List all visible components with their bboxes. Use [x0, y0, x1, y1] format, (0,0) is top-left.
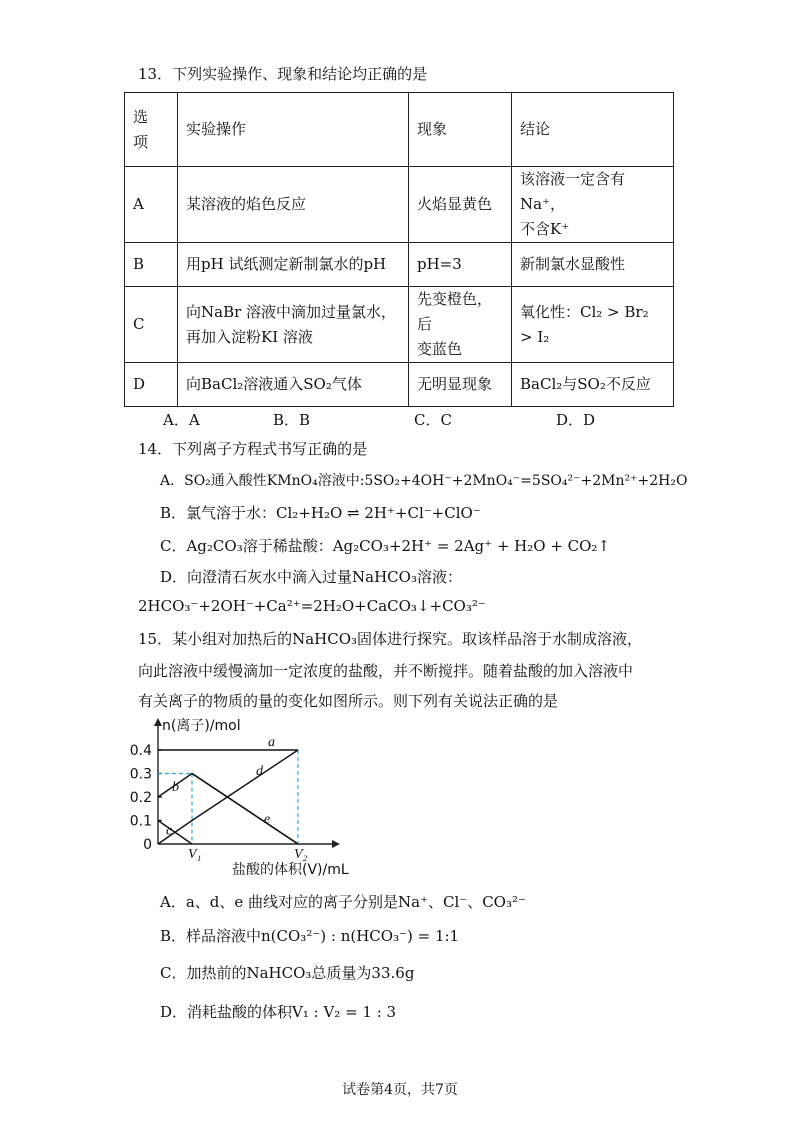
q14-option-a[interactable]: A．SO₂通入酸性KMnO₄溶液中:5SO₂+4OH⁻+2MnO₄⁻=5SO₄²⁻+2Mn²⁺+2H₂O [160, 473, 688, 489]
q14-option-c[interactable]: C．Ag₂CO₃溶于稀盐酸：Ag₂CO₃+2H⁺ = 2Ag⁺ + H₂O + CO₂↑ [160, 537, 611, 555]
row-c-conclusion: 氧化性：Cl₂ > Br₂ > I₂ [512, 287, 674, 363]
y-tick-label: 0 [143, 837, 152, 853]
row-b-option: B [125, 243, 178, 287]
q15-stem-line1: 15．某小组对加热后的NaHCO₃固体进行探究。取该样品溶于水制成溶液， [138, 630, 643, 648]
y-tick-label: 0.3 [129, 766, 152, 783]
row-d-conclusion: BaCl₂与SO₂不反应 [512, 363, 674, 407]
y-axis-label: n(离子)/mol [162, 718, 241, 734]
q15-stem-line3: 有关离子的物质的量的变化如图所示。则下列有关说法正确的是 [138, 692, 559, 710]
header-option [125, 93, 178, 167]
row-a-conclusion [512, 167, 674, 243]
x-tick-v2: V₂ [294, 847, 308, 862]
series-c-label: c [166, 823, 173, 839]
row-b-conclusion: 新制氯水显酸性 [512, 243, 674, 287]
q13-choice-a[interactable]: A．A [163, 411, 200, 429]
row-b-phenomenon: pH=3 [409, 243, 512, 287]
row-d-option: D [125, 363, 178, 407]
q14-title: 14．下列离子方程式书写正确的是 [138, 440, 368, 458]
row-c-phenomenon-line2: 变蓝色 [417, 340, 463, 358]
header-option-line2: 项 [133, 132, 149, 151]
table-row [125, 167, 674, 243]
row-c-option: C [125, 287, 178, 363]
row-c-operation [178, 287, 409, 363]
x-tick-v1: V₁ [188, 847, 202, 862]
q15-option-a[interactable]: A．a、d、e 曲线对应的离子分别是Na⁺、Cl⁻、CO₃²⁻ [160, 893, 526, 911]
series-b-label: b [172, 780, 179, 795]
header-conclusion: 结论 [512, 93, 674, 167]
q13-table [124, 92, 674, 407]
x-axis-arrow [332, 840, 340, 848]
q15-option-d[interactable]: D．消耗盐酸的体积V₁ : V₂ = 1 : 3 [160, 1003, 397, 1021]
q15-stem-line2: 向此溶液中缓慢滴加一定浓度的盐酸，并不断搅拌。随着盐酸的加入溶液中 [138, 662, 634, 680]
ion-amount-chart [120, 712, 380, 882]
y-tick-label: 0.4 [129, 743, 152, 759]
x-axis-label: 盐酸的体积(V)/mL [232, 862, 349, 878]
series-a-label: a [268, 735, 275, 750]
header-phenomenon: 现象 [409, 93, 512, 167]
row-a-conclusion-line2: 不含K⁺ [520, 220, 570, 238]
table-row [125, 363, 674, 407]
row-c-phenomenon [409, 287, 512, 363]
row-c-phenomenon-line1: 先变橙色，后 [417, 290, 493, 333]
series-e-label: e [264, 811, 271, 827]
q14-option-b[interactable]: B．氯气溶于水：Cl₂+H₂O ⇌ 2H⁺+Cl⁻+ClO⁻ [160, 504, 481, 522]
series-d-label: d [256, 764, 263, 779]
row-c-operation-line2: 再加入淀粉KI 溶液 [186, 327, 313, 346]
row-d-phenomenon: 无明显现象 [409, 363, 512, 407]
table-row [125, 243, 674, 287]
q14-option-d-equation: 2HCO₃⁻+2OH⁻+Ca²⁺=2H₂O+CaCO₃↓+CO₃²⁻ [138, 597, 486, 615]
row-a-phenomenon: 火焰显黄色 [409, 167, 512, 243]
row-d-operation: 向BaCl₂溶液通入SO₂气体 [178, 363, 409, 407]
table-row [125, 287, 674, 363]
series-e-line [192, 774, 298, 845]
row-a-conclusion-line1: 该溶液一定含有Na⁺， [520, 170, 626, 213]
row-a-option: A [125, 167, 178, 243]
row-a-operation: 某溶液的焰色反应 [178, 167, 409, 243]
q15-option-b[interactable]: B．样品溶液中n(CO₃²⁻) : n(HCO₃⁻) = 1:1 [160, 927, 460, 945]
row-c-operation-line1: 向NaBr 溶液中滴加过量氯水， [186, 302, 397, 321]
row-b-operation: 用pH 试纸测定新制氯水的pH [178, 243, 409, 287]
q13-choice-d[interactable]: D．D [556, 411, 596, 429]
q14-option-d[interactable]: D．向澄清石灰水中滴入过量NaHCO₃溶液： [160, 568, 462, 586]
y-tick-label: 0.2 [129, 790, 152, 806]
q15-option-c[interactable]: C．加热前的NaHCO₃总质量为33.6g [160, 964, 415, 982]
q13-title: 13．下列实验操作、现象和结论均正确的是 [138, 65, 428, 83]
y-axis-arrow [154, 718, 162, 726]
y-tick-label: 0.1 [129, 813, 152, 830]
table-header-row [125, 93, 674, 167]
chart-layer [130, 718, 349, 878]
series-b-line [158, 774, 298, 845]
page-footer: 试卷第4页，共7页 [342, 1082, 458, 1098]
q13-choice-c[interactable]: C．C [414, 411, 452, 429]
header-operation: 实验操作 [178, 93, 409, 167]
q13-choice-b[interactable]: B．B [273, 411, 311, 429]
header-option-line1: 选 [133, 107, 149, 126]
